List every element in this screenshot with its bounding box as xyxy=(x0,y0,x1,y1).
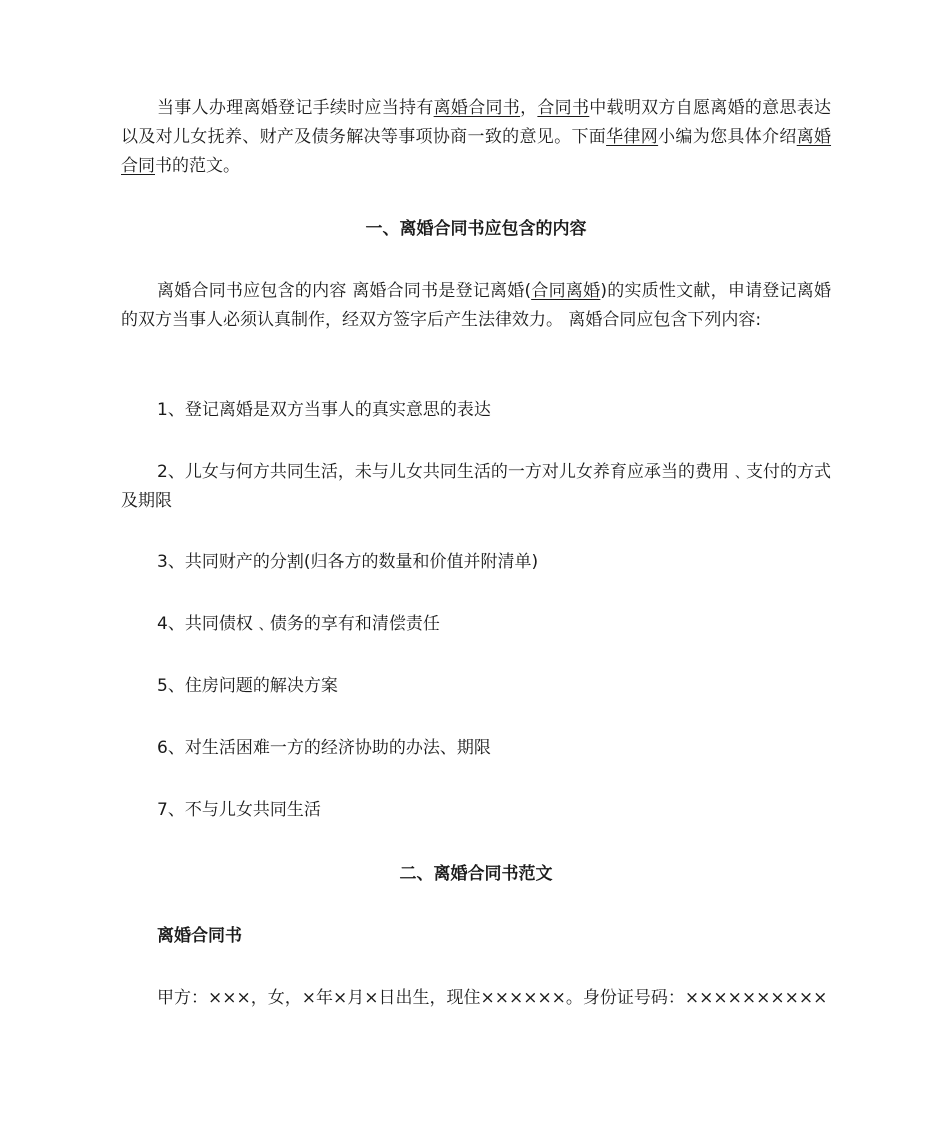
list-item: 1、登记离婚是双方当事人的真实意思的表达 xyxy=(157,400,491,420)
list-item: 3、共同财产的分割(归各方的数量和价值并附清单) xyxy=(157,552,539,572)
section2-heading: 二、离婚合同书范文 xyxy=(399,864,553,884)
contract-title: 离婚合同书 xyxy=(157,926,242,946)
list-item: 7、不与儿女共同生活 xyxy=(157,800,321,820)
intro-text-1: 当事人办理离婚登记手续时应当持有 xyxy=(157,98,434,118)
link-agreement-divorce[interactable]: 合同离婚 xyxy=(531,281,601,301)
section1-text-1: 离婚合同书应包含的内容 离婚合同书是登记离婚( xyxy=(157,281,532,301)
party-a-line: 甲方：×××，女，×年×月×日出生，现住××××××。身份证号码：×××××××××× xyxy=(157,988,828,1008)
section1-heading: 一、离婚合同书应包含的内容 xyxy=(365,219,587,239)
link-divorce-contract-2[interactable]: 离婚合同 xyxy=(121,127,832,176)
list-item: 6、对生活困难一方的经济协助的办法、期限 xyxy=(157,738,491,758)
list-item: 4、共同债权﹑债务的享有和清偿责任 xyxy=(157,614,440,634)
intro-text-5: 书的范文。 xyxy=(155,156,240,176)
list-item: 5、住房问题的解决方案 xyxy=(157,676,338,696)
link-hualv[interactable]: 华律网 xyxy=(606,127,659,147)
intro-paragraph xyxy=(121,94,831,181)
list-item: 2、儿女与何方共同生活，未与儿女共同生活的一方对儿女养育应承当的费用﹑支付的方式及期限 xyxy=(121,462,831,511)
intro-text-2: ， xyxy=(520,98,538,118)
section1-text-2: )的实质性文献，申请登记离婚的双方当事人必须认真制作，经双方签字后产生法律效力。 离婚合同应包含下列内容: xyxy=(121,281,832,330)
intro-text-4: 小编为您具体介绍 xyxy=(658,127,797,147)
link-contract[interactable]: 合同书 xyxy=(537,98,590,118)
intro-text-3: 中载明双方自愿离婚的意思表达以及对儿女抚养、财产及债务解决等事项协商一致的意见。下面 xyxy=(121,98,832,147)
link-divorce-contract[interactable]: 离婚合同书 xyxy=(433,98,521,118)
section1-paragraph xyxy=(121,277,831,335)
